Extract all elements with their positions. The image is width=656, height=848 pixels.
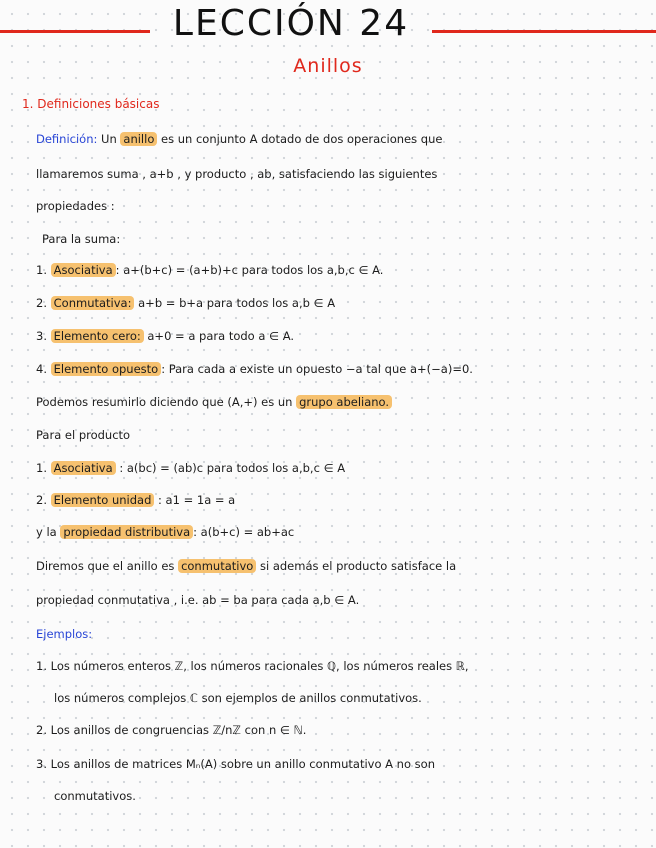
highlight-anillo: anillo: [120, 132, 157, 146]
sum-property-text: a+0 = a para todo a ∈ A.: [143, 329, 295, 343]
sum-property-text: : Para cada a existe un opuesto −a tal que a+(−a)=0.: [161, 362, 473, 376]
definition-line-2: llamaremos suma , a+b , y producto , ab, satisfaciendo las siguientes: [36, 167, 438, 181]
example-number: 3.: [36, 757, 47, 771]
sum-property-name: Conmutativa:: [51, 296, 135, 310]
product-property-name: Elemento unidad: [51, 493, 155, 507]
product-property-text: : a1 = 1a = a: [154, 493, 236, 507]
sum-property-name: Elemento cero:: [51, 329, 144, 343]
commutative-line-2: propiedad conmutativa , i.e. ab = ba para cada a,b ∈ A.: [36, 593, 360, 607]
example-continuation: los números complejos ℂ son ejemplos de anillos conmutativos.: [54, 691, 422, 705]
example-text: Los anillos de congruencias ℤ/nℤ con n ∈ ℕ.: [50, 723, 307, 737]
examples-heading: Ejemplos:: [36, 627, 93, 641]
commutative-line-1: [36, 558, 456, 574]
sum-property-text: : a+(b+c) = (a+b)+c para todos los a,b,c ∈ A.: [115, 263, 384, 277]
distributive-line: [36, 524, 294, 540]
sum-property: [36, 295, 335, 311]
product-property-number: 2.: [36, 493, 47, 507]
product-property: [36, 492, 235, 508]
highlight-conmutativo: conmutativo: [178, 559, 256, 573]
sum-intro: Para la suma:: [42, 232, 121, 246]
sum-property-text: a+b = b+a para todos los a,b ∈ A: [134, 296, 336, 310]
commutative-post: si además el producto satisface la: [259, 559, 457, 573]
product-intro: Para el producto: [36, 428, 131, 442]
sum-property: [36, 328, 294, 344]
definition-line-3: propiedades :: [36, 199, 115, 213]
title-rule-left: [0, 30, 150, 33]
product-property-number: 1.: [36, 461, 47, 475]
sum-property-number: 4.: [36, 362, 47, 376]
distributive-text: : a(b+c) = ab+ac: [193, 525, 295, 539]
example-continuation: conmutativos.: [54, 789, 136, 803]
product-property-text: : a(bc) = (ab)c para todos los a,b,c ∈ A: [115, 461, 346, 475]
page-title: LECCIÓN 24: [172, 3, 410, 44]
definition-label: Definición:: [36, 132, 98, 146]
page-subtitle: Anillos: [293, 55, 363, 77]
example-text: Los anillos de matrices Mₙ(A) sobre un anillo conmutativo A no son: [50, 757, 435, 771]
highlight-grupo-abeliano: grupo abeliano.: [296, 395, 392, 409]
example-item: [36, 756, 435, 772]
sum-property-number: 2.: [36, 296, 47, 310]
definition-text-b: es un conjunto A dotado de dos operaciones que: [161, 132, 443, 146]
abelian-line: [36, 394, 392, 410]
example-number: 2.: [36, 723, 47, 737]
sum-property: [36, 361, 473, 377]
definition-line-1: [36, 131, 442, 147]
example-item: [36, 658, 469, 674]
product-property: [36, 460, 345, 476]
product-property-name: Asociativa: [51, 461, 116, 475]
abelian-text: Podemos resumirlo diciendo que (A,+) es un: [36, 395, 293, 409]
sum-property-name: Asociativa: [51, 263, 116, 277]
distributive-pre: y la: [36, 525, 57, 539]
example-number: 1.: [36, 659, 47, 673]
definition-text-a: Un: [101, 132, 117, 146]
commutative-pre: Diremos que el anillo es: [36, 559, 175, 573]
title-rule-right: [432, 30, 656, 33]
sum-property-name: Elemento opuesto: [51, 362, 162, 376]
sum-property-number: 3.: [36, 329, 47, 343]
example-text: Los números enteros ℤ, los números racionales ℚ, los números reales ℝ,: [50, 659, 469, 673]
sum-property: [36, 262, 383, 278]
highlight-distributiva: propiedad distributiva: [60, 525, 193, 539]
example-item: [36, 722, 306, 738]
section-heading: 1. Definiciones básicas: [22, 97, 160, 111]
sum-property-number: 1.: [36, 263, 47, 277]
